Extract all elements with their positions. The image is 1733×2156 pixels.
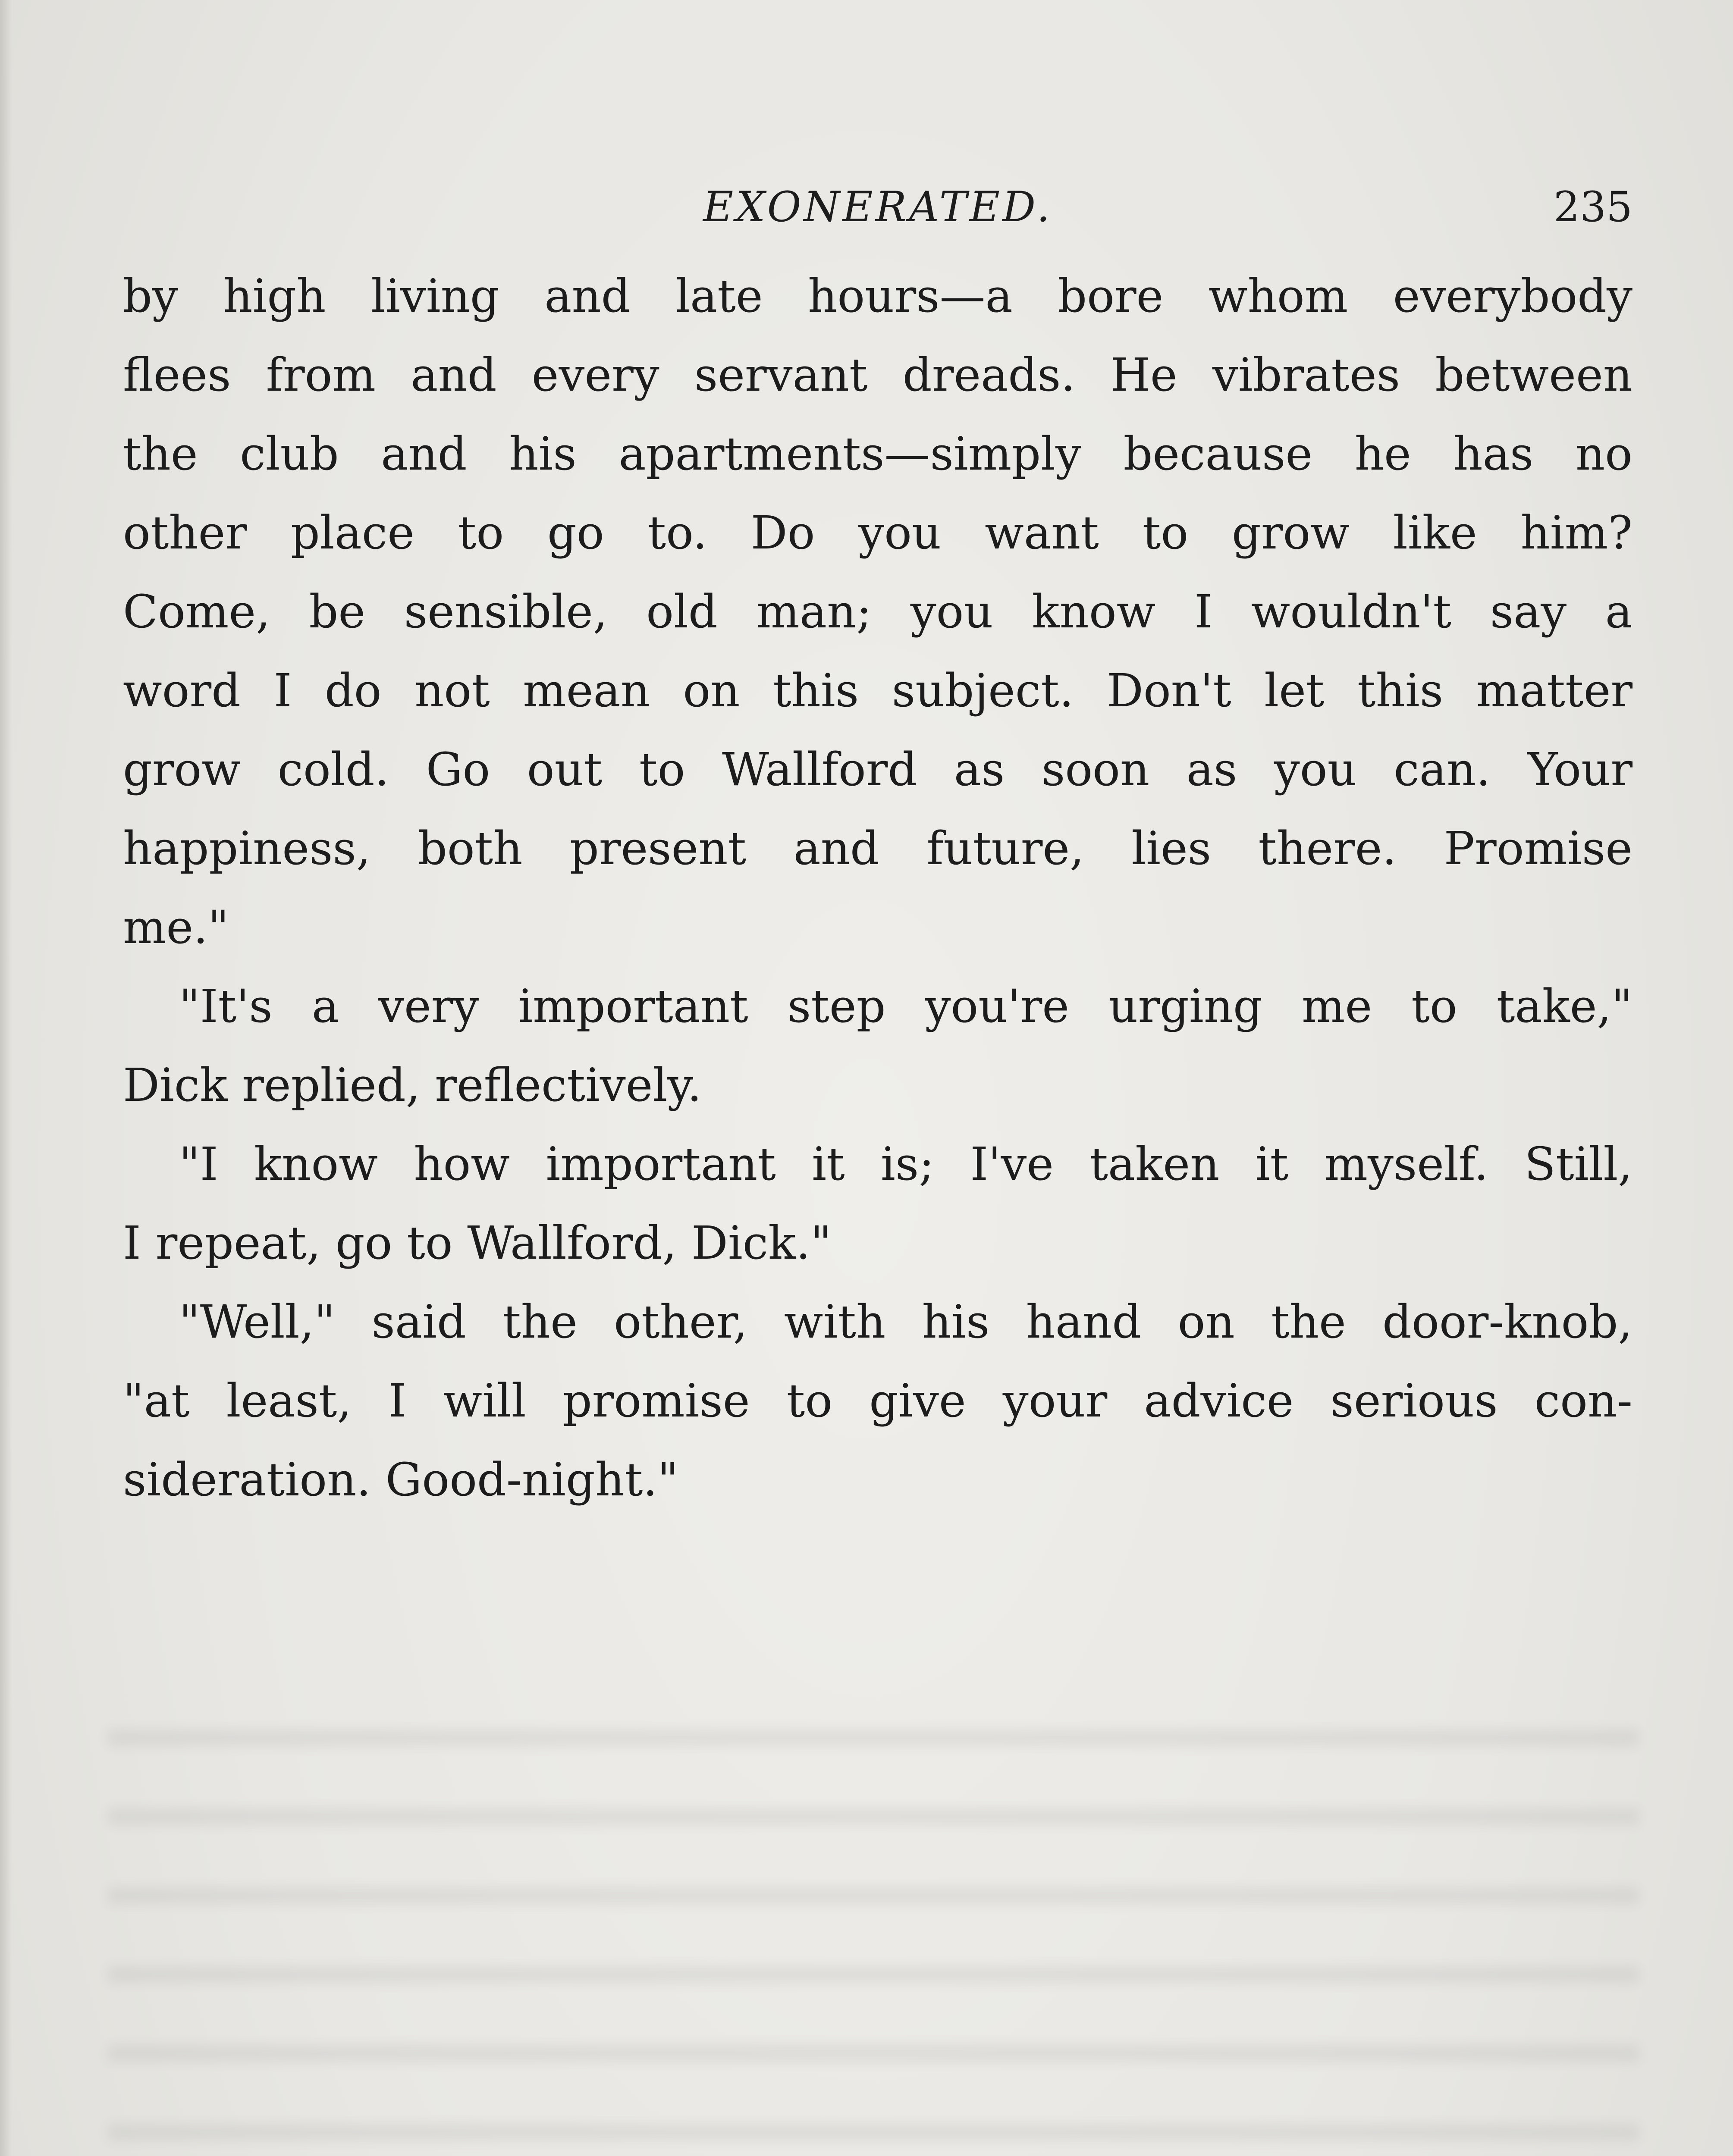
body-text: [123, 257, 1633, 1519]
page-edge-shadow: [0, 0, 12, 2156]
text-line: "at least, I will promise to give your advice serious con-: [123, 1374, 1633, 1427]
running-title: EXONERATED.: [703, 183, 1053, 231]
text-line: me.": [123, 901, 229, 954]
text-line: Dick replied, reflectively.: [123, 1059, 702, 1112]
text-line: sideration. Good-night.": [123, 1453, 679, 1506]
text-line: "I know how important it is; I've taken it myself. Still,: [179, 1138, 1633, 1191]
text-line: grow cold. Go out to Wallford as soon as you can. Your: [123, 743, 1633, 796]
text-line: happiness, both present and future, lies there. Promise: [123, 822, 1633, 875]
running-head: [123, 175, 1633, 239]
text-line: other place to go to. Do you want to grow like him?: [123, 506, 1633, 559]
text-line: I repeat, go to Wallford, Dick.": [123, 1216, 832, 1269]
page-number: 235: [1553, 183, 1633, 231]
text-line: word I do not mean on this subject. Don't let this matter: [123, 664, 1633, 717]
text-line: flees from and every servant dreads. He vibrates between: [123, 348, 1633, 401]
text-line: the club and his apartments—simply because he has no: [123, 427, 1633, 480]
text-line: "Well," said the other, with his hand on the door-knob,: [179, 1295, 1633, 1348]
reverse-side-bleed-through: [108, 1682, 1639, 2156]
text-line: Come, be sensible, old man; you know I wouldn't say a: [123, 585, 1633, 638]
text-line: by high living and late hours—a bore whom everybody: [123, 270, 1633, 323]
text-line: "It's a very important step you're urging me to take,": [179, 980, 1633, 1033]
